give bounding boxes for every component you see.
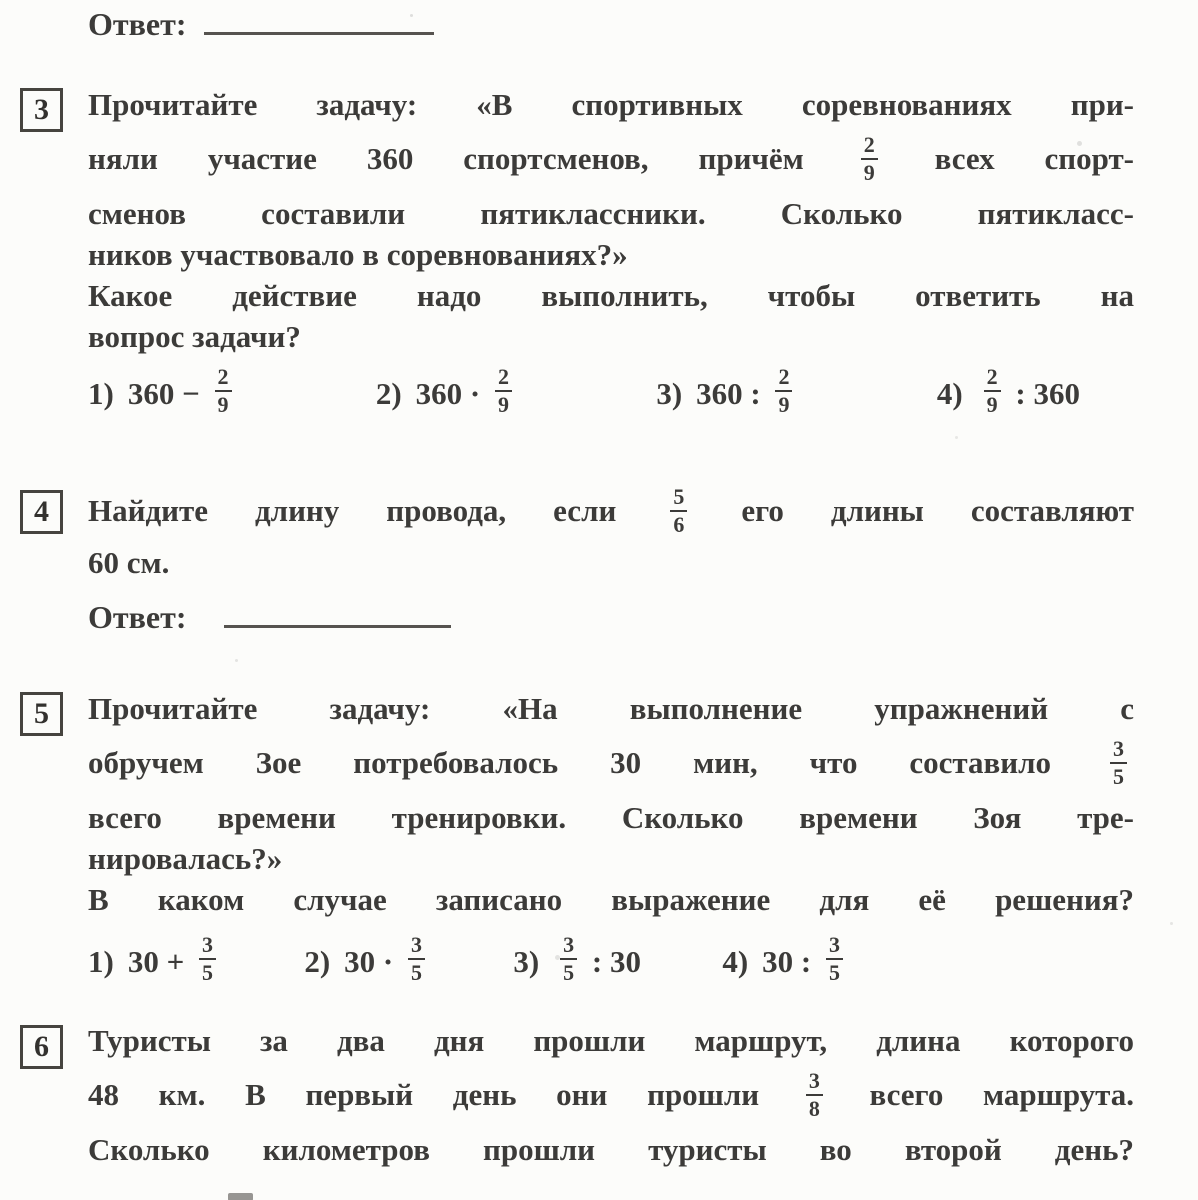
fraction xyxy=(560,933,577,985)
option-expression xyxy=(127,932,223,988)
fraction xyxy=(861,133,878,185)
option-expression xyxy=(127,364,239,420)
problem-number-box: 4 xyxy=(20,490,63,534)
problem-text-line xyxy=(88,125,1134,193)
fraction-numerator: 2 xyxy=(217,364,229,389)
option-expression xyxy=(696,364,799,420)
fraction-numerator: 3 xyxy=(202,932,213,957)
fraction-denominator: 5 xyxy=(1110,762,1127,789)
problem-5-options xyxy=(88,926,850,998)
problem-6 xyxy=(34,1020,1135,1170)
fraction-numerator: 3 xyxy=(1113,735,1124,761)
fraction xyxy=(806,1069,823,1121)
problem-number-box: 6 xyxy=(20,1025,63,1069)
problem-text-line: вопрос задачи? xyxy=(88,319,301,354)
problem-text-line: Прочитайте задачу: «В спортивных соревнованиях при- xyxy=(88,87,1134,122)
option xyxy=(513,932,641,988)
fraction-denominator: 9 xyxy=(775,390,792,417)
problem-number-box: 5 xyxy=(20,692,63,736)
text-segment: всего маршрута. xyxy=(869,1077,1135,1112)
option-label: 4) xyxy=(936,376,963,411)
problem-text-line: Какое действие надо выполнить, чтобы ответить на xyxy=(88,278,1134,313)
fraction-numerator: 2 xyxy=(778,364,790,389)
option-label: 3) xyxy=(513,944,540,979)
fraction-numerator: 5 xyxy=(673,483,685,509)
fraction-denominator: 9 xyxy=(861,158,878,185)
fraction-denominator: 8 xyxy=(806,1094,823,1121)
problem-text-line: нировалась?» xyxy=(88,841,283,876)
fraction xyxy=(775,365,792,417)
expression-text: 30 + xyxy=(127,944,192,979)
problem-text-line xyxy=(88,729,1134,797)
fraction xyxy=(984,365,1001,417)
expression-text: 360 − xyxy=(127,376,208,411)
expression-text: 30 · xyxy=(344,944,401,979)
fraction xyxy=(670,485,687,537)
problem-3-options xyxy=(88,358,1080,430)
text-segment: Найдите длину провода, если xyxy=(88,493,617,528)
text-segment: его длины составляют xyxy=(741,493,1135,528)
option-label: 2) xyxy=(375,376,402,411)
problem-text-line: Туристы за два дня прошли маршрут, длина которого xyxy=(88,1023,1134,1058)
fraction-denominator: 5 xyxy=(199,958,216,985)
fraction xyxy=(408,933,425,985)
fraction-denominator: 5 xyxy=(408,958,425,985)
fraction xyxy=(215,365,232,417)
expression-text: 360 · xyxy=(415,376,488,411)
option-expression xyxy=(977,364,1080,420)
fraction-numerator: 2 xyxy=(986,364,998,389)
option xyxy=(304,932,432,988)
fraction-numerator: 3 xyxy=(563,932,575,957)
option-label: 3) xyxy=(656,376,683,411)
problem-5 xyxy=(34,688,1134,920)
problem-text-line: 60 см. xyxy=(88,545,170,580)
fraction-numerator: 3 xyxy=(828,932,840,957)
expression-text: : 30 xyxy=(584,944,641,979)
fraction-denominator: 9 xyxy=(215,390,232,417)
fraction-numerator: 3 xyxy=(808,1067,820,1093)
text-segment: 48 км. В первый день они прошли xyxy=(88,1077,760,1112)
fraction-denominator: 6 xyxy=(670,510,687,537)
answer-blank-line xyxy=(224,595,451,628)
problem-text-line: В каком случае записано выражение для её решения? xyxy=(88,882,1134,917)
expression-text: 360 : xyxy=(696,376,769,411)
answer-label: Ответ: xyxy=(88,599,187,635)
problem-text-line: ников участвовало в соревнованиях?» xyxy=(88,237,628,272)
option xyxy=(375,364,519,420)
fraction-denominator: 9 xyxy=(495,390,512,417)
answer-blank-line xyxy=(204,2,434,35)
fraction xyxy=(1110,737,1127,789)
problem-4 xyxy=(34,480,1135,583)
fraction-numerator: 2 xyxy=(498,364,509,389)
option xyxy=(656,364,799,420)
expression-text: : 360 xyxy=(1007,376,1080,411)
answer-row-top xyxy=(88,2,434,43)
option-label: 1) xyxy=(88,376,114,411)
fraction xyxy=(199,933,216,985)
problem-text-line: всего времени тренировки. Сколько времени Зоя тре- xyxy=(88,800,1134,835)
option-expression xyxy=(762,932,850,988)
text-segment: няли участие 360 спортсменов, причём xyxy=(88,141,804,176)
option-expression xyxy=(415,364,519,420)
fraction-numerator: 3 xyxy=(411,932,422,957)
fraction xyxy=(495,365,512,417)
problem-text-line: сменов составили пятиклассники. Сколько пятикласс- xyxy=(88,196,1134,231)
cut-off-next-line-fragment xyxy=(228,1193,253,1200)
fraction-denominator: 9 xyxy=(984,390,1001,417)
fraction-denominator: 5 xyxy=(560,958,577,985)
fraction-numerator: 2 xyxy=(863,131,875,157)
problem-number-box: 3 xyxy=(20,88,63,132)
option xyxy=(722,932,850,988)
fraction xyxy=(826,933,843,985)
fraction-denominator: 5 xyxy=(826,958,843,985)
option-label: 2) xyxy=(304,944,331,979)
answer-row-p4 xyxy=(88,595,451,636)
text-segment: всех спорт- xyxy=(934,141,1135,176)
problem-3 xyxy=(34,84,1135,357)
option xyxy=(88,932,223,988)
option-label: 1) xyxy=(88,944,114,979)
problem-text-line: Прочитайте задачу: «На выполнение упражнений с xyxy=(88,691,1134,726)
option-expression xyxy=(553,932,641,988)
option-expression xyxy=(344,932,432,988)
option xyxy=(88,364,239,420)
text-segment: обручем Зое потребовалось 30 мин, что составило xyxy=(88,745,1052,780)
problem-text-line xyxy=(88,1061,1134,1129)
option-label: 4) xyxy=(722,944,749,979)
option xyxy=(936,364,1080,420)
problem-text-line: Сколько километров прошли туристы во второй день? xyxy=(88,1132,1134,1167)
problem-text-line xyxy=(88,480,1134,542)
expression-text: 30 : xyxy=(762,944,819,979)
answer-label: Ответ: xyxy=(88,6,187,42)
